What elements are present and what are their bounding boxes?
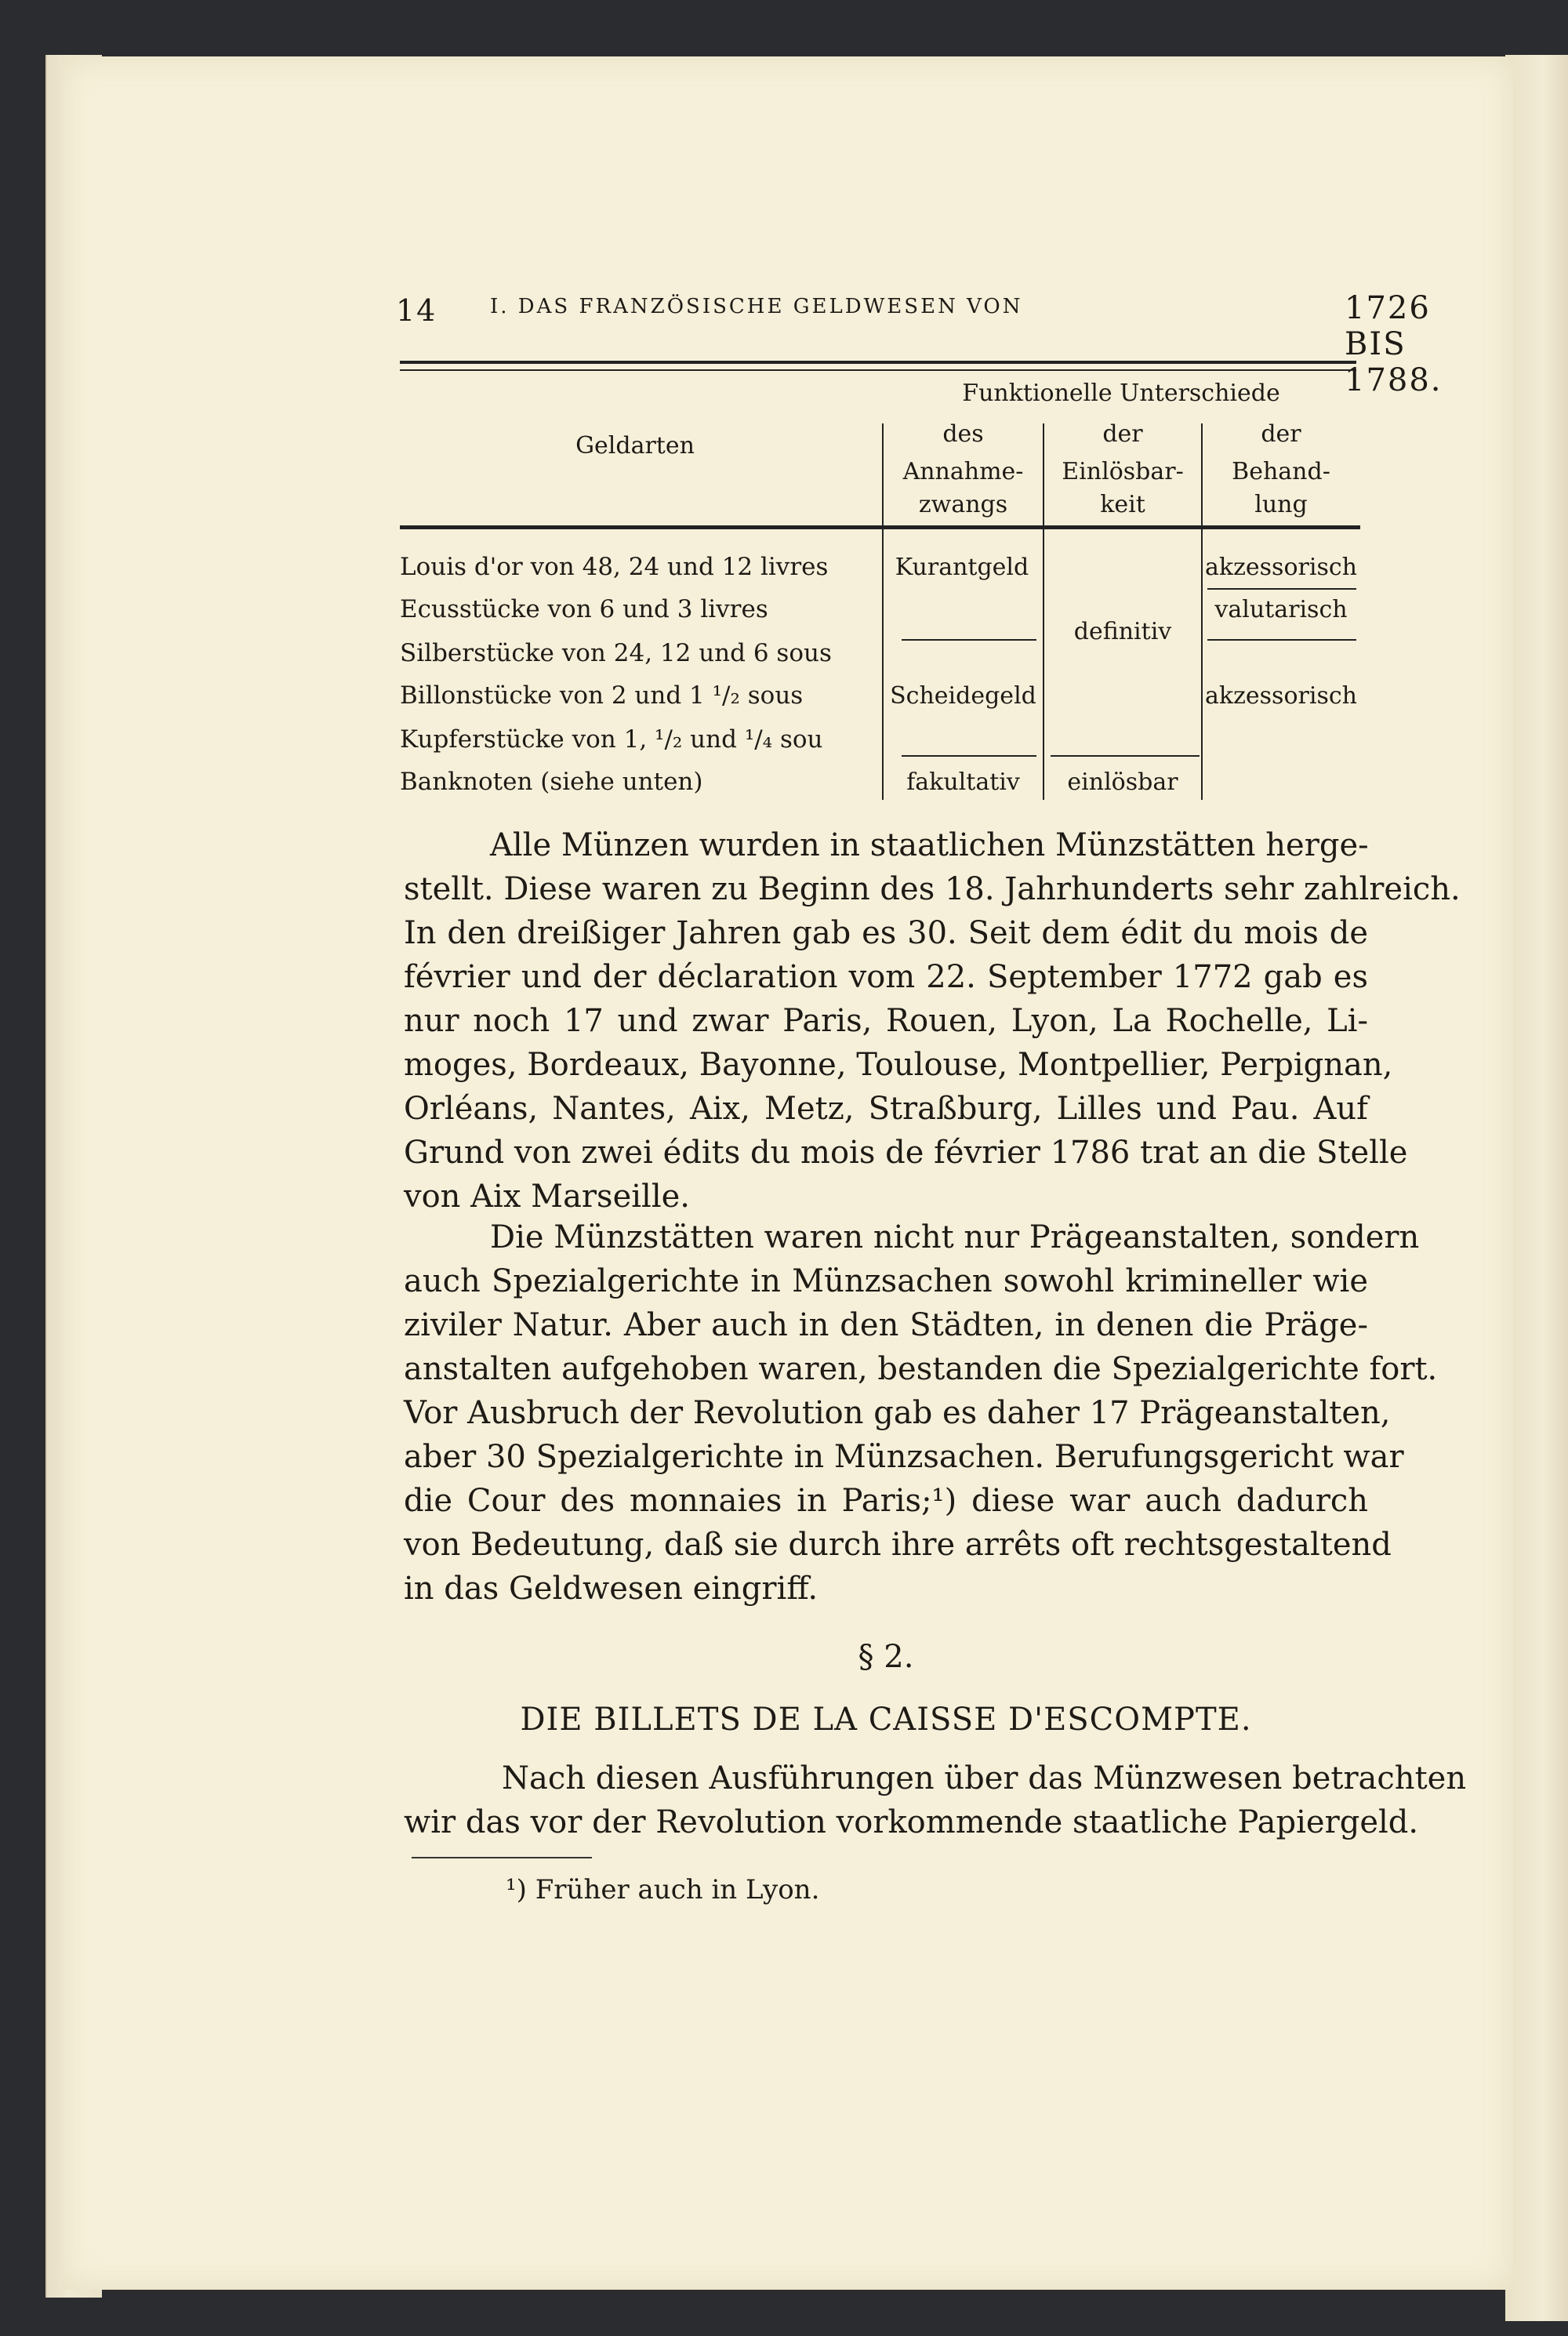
row-ecus: Ecusstücke von 6 und 3 livres [400, 595, 768, 623]
row-banknoten: Banknoten (siehe unten) [400, 768, 703, 796]
col-header-geldarten: Geldarten [575, 432, 695, 460]
text-line: stellt. Diese waren zu Beginn des 18. Jahrhunderts sehr zahlreich. [404, 871, 1461, 907]
row-silber: Silberstücke von 24, 12 und 6 sous [400, 639, 832, 667]
cell-valutarisch: valutarisch [1214, 596, 1348, 623]
cell-fakultativ: fakultativ [906, 768, 1020, 796]
text-line: die Cour des monnaies in Paris;¹) diese war auch dadurch [404, 1483, 1368, 1519]
cell-einloesbar: einlösbar [1067, 768, 1178, 796]
header-years: 1726 BIS 1788. [1345, 290, 1443, 398]
group-header: Funktionelle Unterschiede [962, 380, 1280, 407]
footnote: ¹) Früher auch in Lyon. [506, 1874, 820, 1905]
text-line: nur noch 17 und zwar Paris, Rouen, Lyon, La Rochelle, Li- [404, 1003, 1368, 1039]
sub1-line2: Annahme- [902, 458, 1024, 485]
text-line: von Aix Marseille. [404, 1179, 690, 1215]
sub1-line1: des [942, 420, 984, 448]
footnote-rule [412, 1857, 592, 1858]
text-line: Vor Ausbruch der Revolution gab es daher 17 Prägeanstalten, [404, 1395, 1391, 1431]
cell-akzessorisch-1: akzessorisch [1205, 554, 1357, 581]
cell-scheidegeld: Scheidegeld [890, 682, 1036, 710]
paragraph-2 [404, 1215, 1438, 1611]
sub2-line1: der [1102, 420, 1143, 448]
text-line: von Bedeutung, daß sie durch ihre arrêts oft rechtsgestaltend [404, 1527, 1392, 1563]
page-edge-right [1505, 55, 1568, 2321]
table-header-rule [400, 525, 1360, 529]
text-line: Orléans, Nantes, Aix, Metz, Straßburg, Lilles und Pau. Auf [404, 1091, 1368, 1127]
cell-kurantgeld: Kurantgeld [895, 554, 1029, 581]
text-line: wir das vor der Revolution vorkommende staatliche Papiergeld. [404, 1804, 1419, 1840]
text-line: février und der déclaration vom 22. September 1772 gab es [404, 959, 1368, 995]
page-number: 14 [396, 293, 437, 328]
cell-definitiv: definitiv [1073, 618, 1172, 645]
sub3-line1: der [1261, 420, 1301, 448]
section-title: DIE BILLETS DE LA CAISSE D'ESCOMPTE. [520, 1702, 1252, 1738]
text-line: moges, Bordeaux, Bayonne, Toulouse, Montpellier, Perpignan, [404, 1047, 1393, 1083]
row-louis: Louis d'or von 48, 24 und 12 livres [400, 553, 829, 581]
text-line: Die Münzstätten waren nicht nur Prägeanstalten, sondern [490, 1219, 1420, 1255]
row-billon: Billonstücke von 2 und 1 ¹/₂ sous [400, 681, 804, 710]
section-number: § 2. [858, 1639, 914, 1675]
paragraph-1 [404, 823, 1461, 1219]
sub2-line2: Einlösbar- [1062, 458, 1184, 485]
text-line: In den dreißiger Jahren gab es 30. Seit dem édit du mois de [404, 915, 1368, 951]
text-line: auch Spezialgerichte in Münzsachen sowohl krimineller wie [404, 1263, 1368, 1299]
paragraph-3 [404, 1757, 1467, 1844]
header-title: I. DAS FRANZÖSISCHE GELDWESEN VON [490, 295, 1023, 318]
sub3-line2: Behand- [1232, 458, 1330, 485]
cell-akzessorisch-2: akzessorisch [1205, 682, 1357, 710]
text-line: ziviler Natur. Aber auch in den Städten, in denen die Präge- [404, 1307, 1368, 1343]
money-table [400, 361, 1360, 800]
sub3-line3: lung [1254, 491, 1308, 518]
sub1-line3: zwangs [918, 491, 1008, 518]
text-line: aber 30 Spezialgerichte in Münzsachen. Berufungsgericht war [404, 1439, 1404, 1475]
sub2-line3: keit [1100, 491, 1145, 518]
text-line: anstalten aufgehoben waren, bestanden die Spezialgerichte fort. [404, 1351, 1438, 1387]
text-line: Alle Münzen wurden in staatlichen Münzstätten herge- [490, 827, 1369, 863]
text-line: in das Geldwesen eingriff. [404, 1571, 818, 1607]
text-line: Nach diesen Ausführungen über das Münzwesen betrachten [502, 1760, 1467, 1797]
text-line: Grund von zwei édits du mois de février 1786 trat an die Stelle [404, 1135, 1408, 1171]
table-top-rule [400, 361, 1356, 371]
row-kupfer: Kupferstücke von 1, ¹/₂ und ¹/₄ sou [400, 725, 823, 754]
